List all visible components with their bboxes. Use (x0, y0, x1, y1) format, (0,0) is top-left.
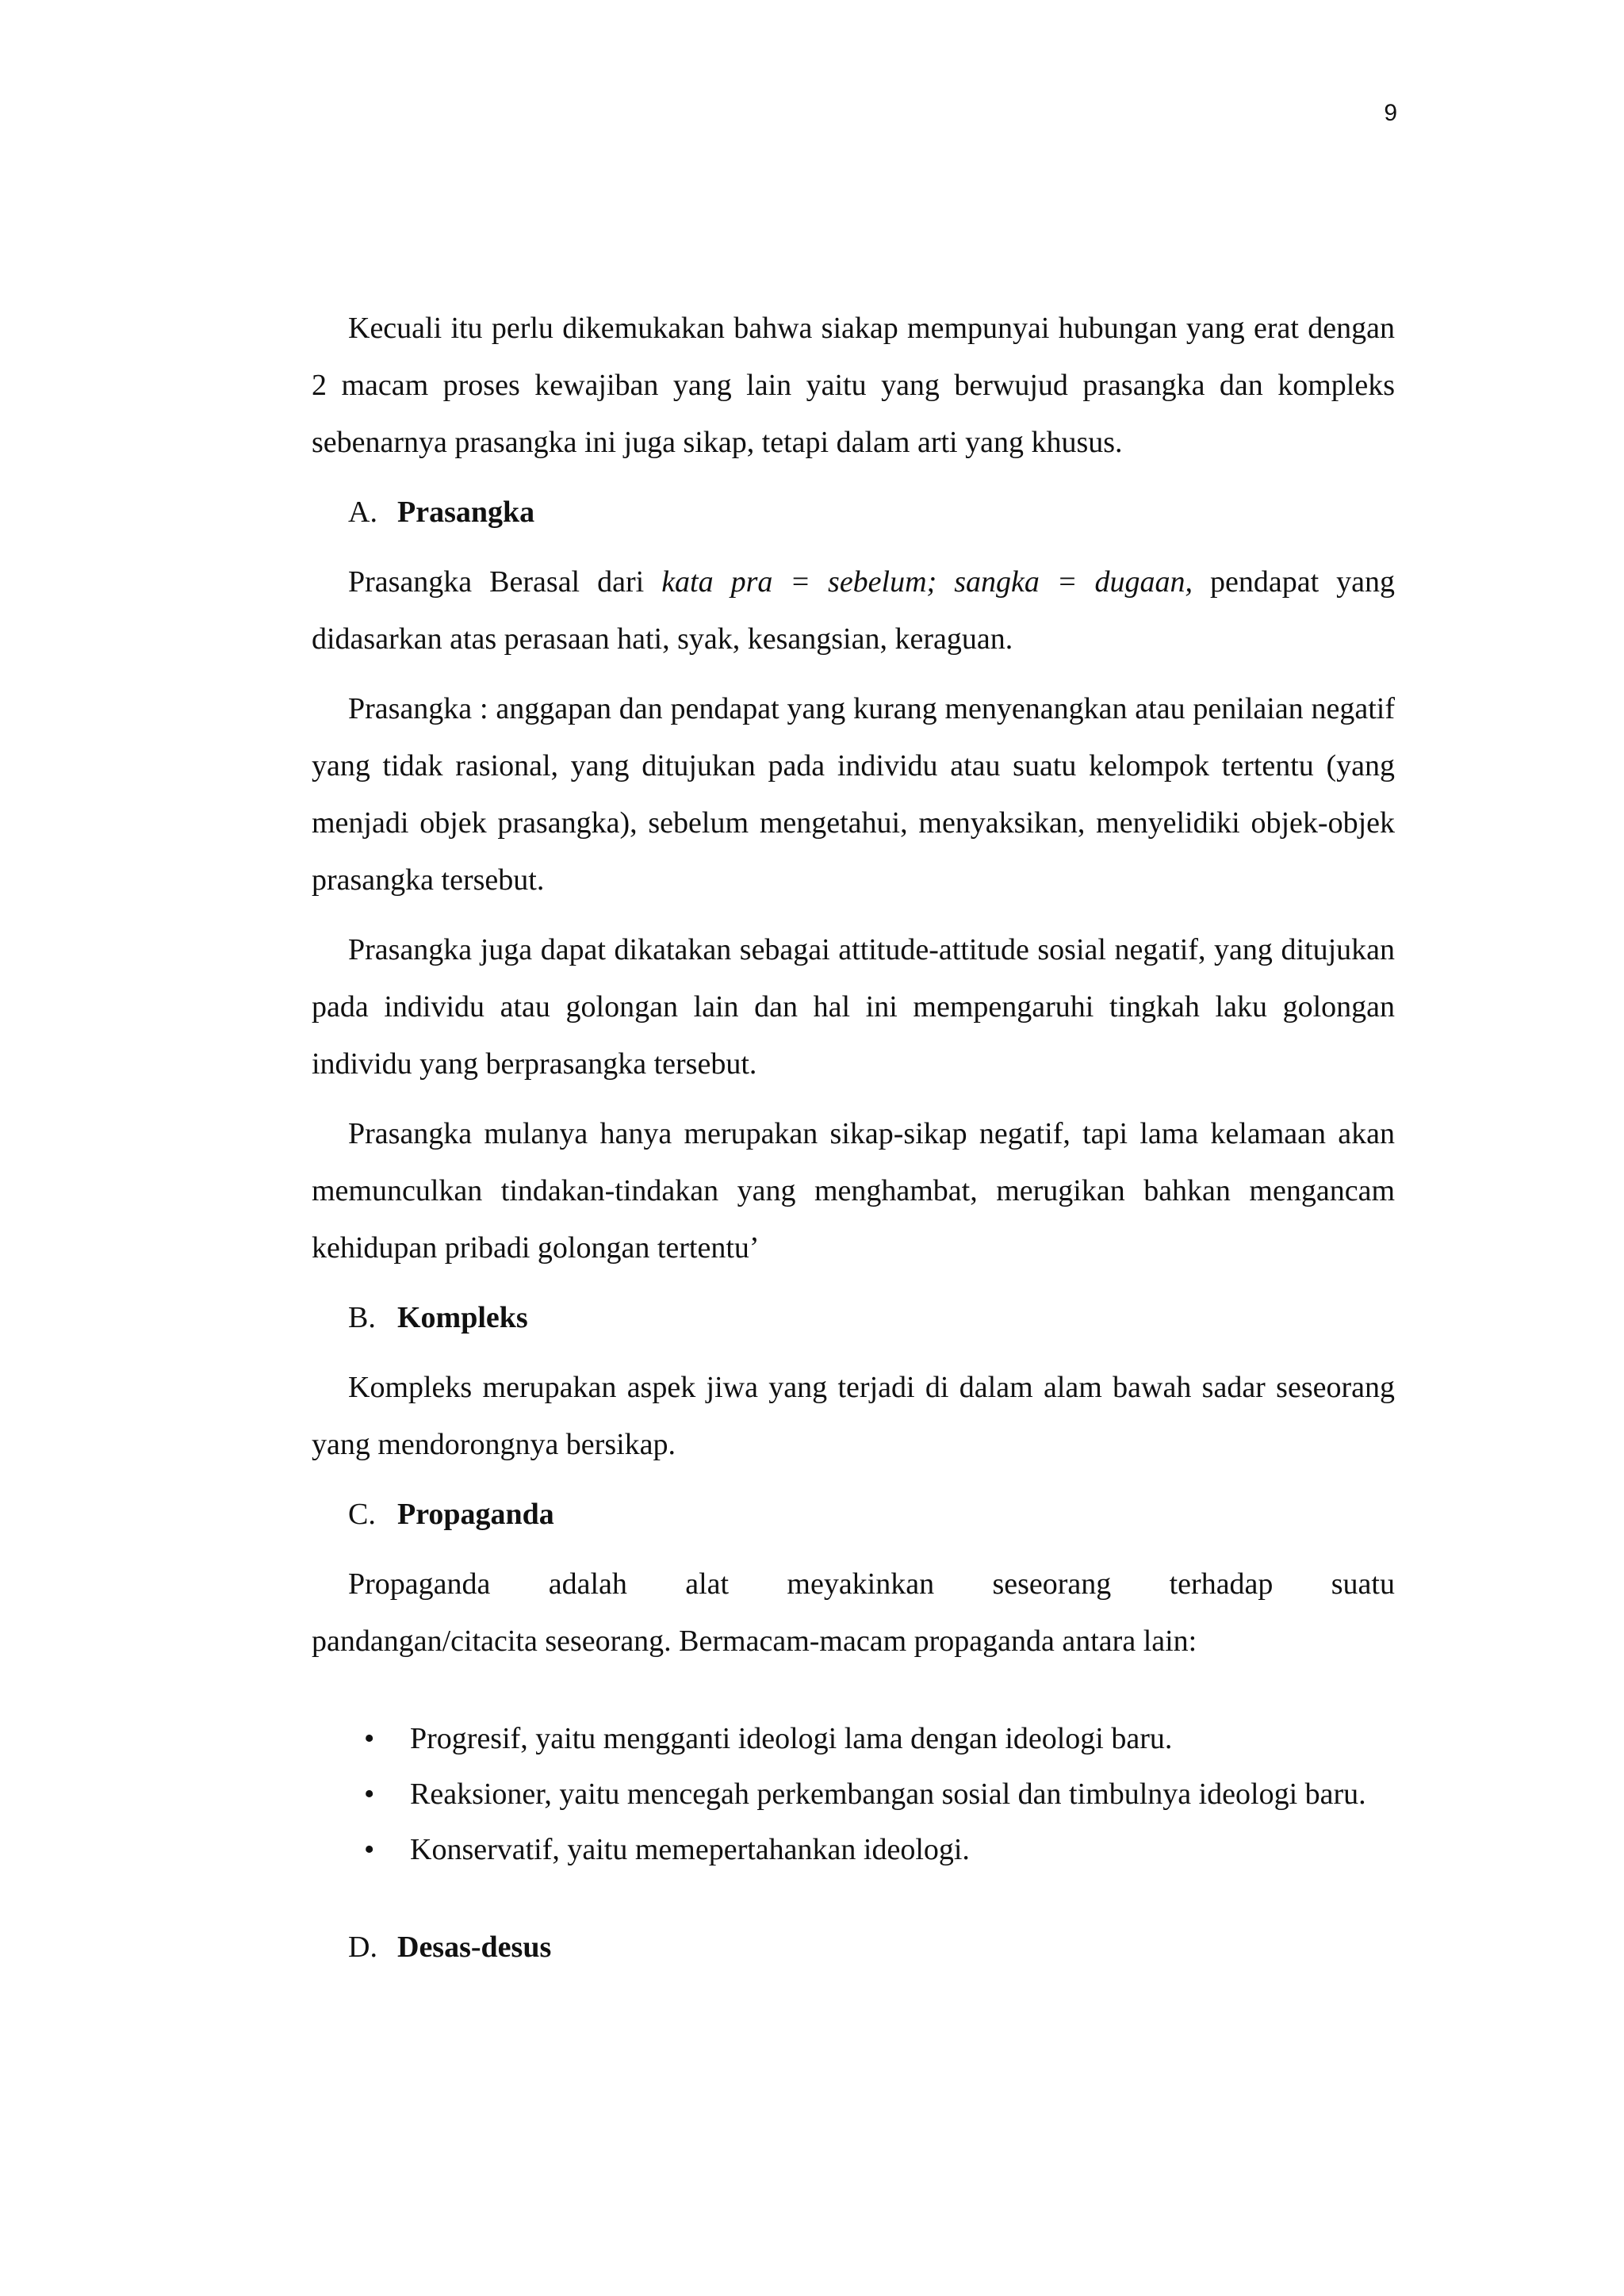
list-item-text: Konservatif, yaitu memepertahankan ideologi. (410, 1833, 970, 1866)
section-a-letter: A. (348, 496, 377, 529)
bullet-icon: • (364, 1722, 375, 1755)
prasangka-paragraph-4: Prasangka mulanya hanya merupakan sikap-sikap negatif, tapi lama kelamaan akan memunculkan tindakan-tindakan yang menghambat, merugikan bahkan mengancam kehidupan pribadi golongan tertentu’ (312, 1117, 1395, 1265)
list-item-text: Reaksioner, yaitu mencegah perkembangan sosial dan timbulnya ideologi baru. (410, 1777, 1366, 1811)
section-d-title: Desas-desus (397, 1931, 552, 1964)
kompleks-paragraph: Kompleks merupakan aspek jiwa yang terjadi di dalam alam bawah sadar seseorang yang mendorongnya bersikap. (312, 1371, 1395, 1461)
propaganda-word: suatu (1331, 1567, 1395, 1601)
document-body (312, 300, 1395, 1976)
section-b-letter: B. (348, 1301, 376, 1334)
propaganda-word: seseorang (992, 1567, 1112, 1601)
section-b-title: Kompleks (397, 1301, 528, 1334)
section-d-letter: D. (348, 1931, 377, 1964)
propaganda-list (312, 1711, 1395, 1877)
prasangka-p1-text-end: pendapat yang didasarkan atas perasaan hati, syak, kesangsian, keraguan. (312, 565, 1395, 656)
propaganda-word: meyakinkan (787, 1567, 935, 1601)
section-b-heading (312, 1289, 1395, 1346)
propaganda-second-line: pandangan/citacita seseorang. Bermacam-macam propaganda antara lain: (312, 1624, 1197, 1658)
prasangka-p1-italic: kata pra = sebelum; sangka = dugaan, (661, 565, 1193, 599)
list-item (312, 1711, 1395, 1766)
bullet-icon: • (364, 1833, 375, 1866)
section-c-heading (312, 1486, 1395, 1543)
propaganda-paragraph (312, 1556, 1395, 1670)
prasangka-paragraph-2: Prasangka : anggapan dan pendapat yang kurang menyenangkan atau penilaian negatif yang tidak rasional, yang ditujukan pada individu atau suatu kelompok tertentu (yang menjadi objek prasangka), sebelum mengetahui, menyaksikan, menyelidiki objek-objek prasangka tersebut. (312, 692, 1395, 897)
propaganda-first-line (312, 1556, 1395, 1613)
prasangka-paragraph-3: Prasangka juga dapat dikatakan sebagai attitude-attitude sosial negatif, yang ditujukan pada individu atau golongan lain dan hal ini mempengaruhi tingkah laku golongan individu yang berprasangka tersebut. (312, 933, 1395, 1081)
section-c-title: Propaganda (397, 1498, 554, 1531)
section-a-heading (312, 484, 1395, 541)
section-a-title: Prasangka (397, 496, 535, 529)
section-d-heading (312, 1919, 1395, 1976)
propaganda-word: adalah (548, 1567, 627, 1601)
propaganda-word: terhadap (1169, 1567, 1274, 1601)
bullet-icon: • (364, 1777, 375, 1811)
prasangka-p1-text-start: Prasangka Berasal dari (348, 565, 662, 599)
intro-paragraph: Kecuali itu perlu dikemukakan bahwa siakap mempunyai hubungan yang erat dengan 2 macam proses kewajiban yang lain yaitu yang berwujud prasangka dan kompleks sebenarnya prasangka ini juga sikap, tetapi dalam arti yang khusus. (312, 312, 1395, 459)
prasangka-paragraph-1 (312, 553, 1395, 668)
list-item-text: Progresif, yaitu mengganti ideologi lama dengan ideologi baru. (410, 1722, 1173, 1755)
propaganda-word: Propaganda (348, 1567, 491, 1601)
list-item (312, 1766, 1395, 1822)
page-number: 9 (1384, 100, 1397, 126)
list-item (312, 1822, 1395, 1877)
section-c-letter: C. (348, 1498, 376, 1531)
propaganda-word: alat (685, 1567, 730, 1601)
